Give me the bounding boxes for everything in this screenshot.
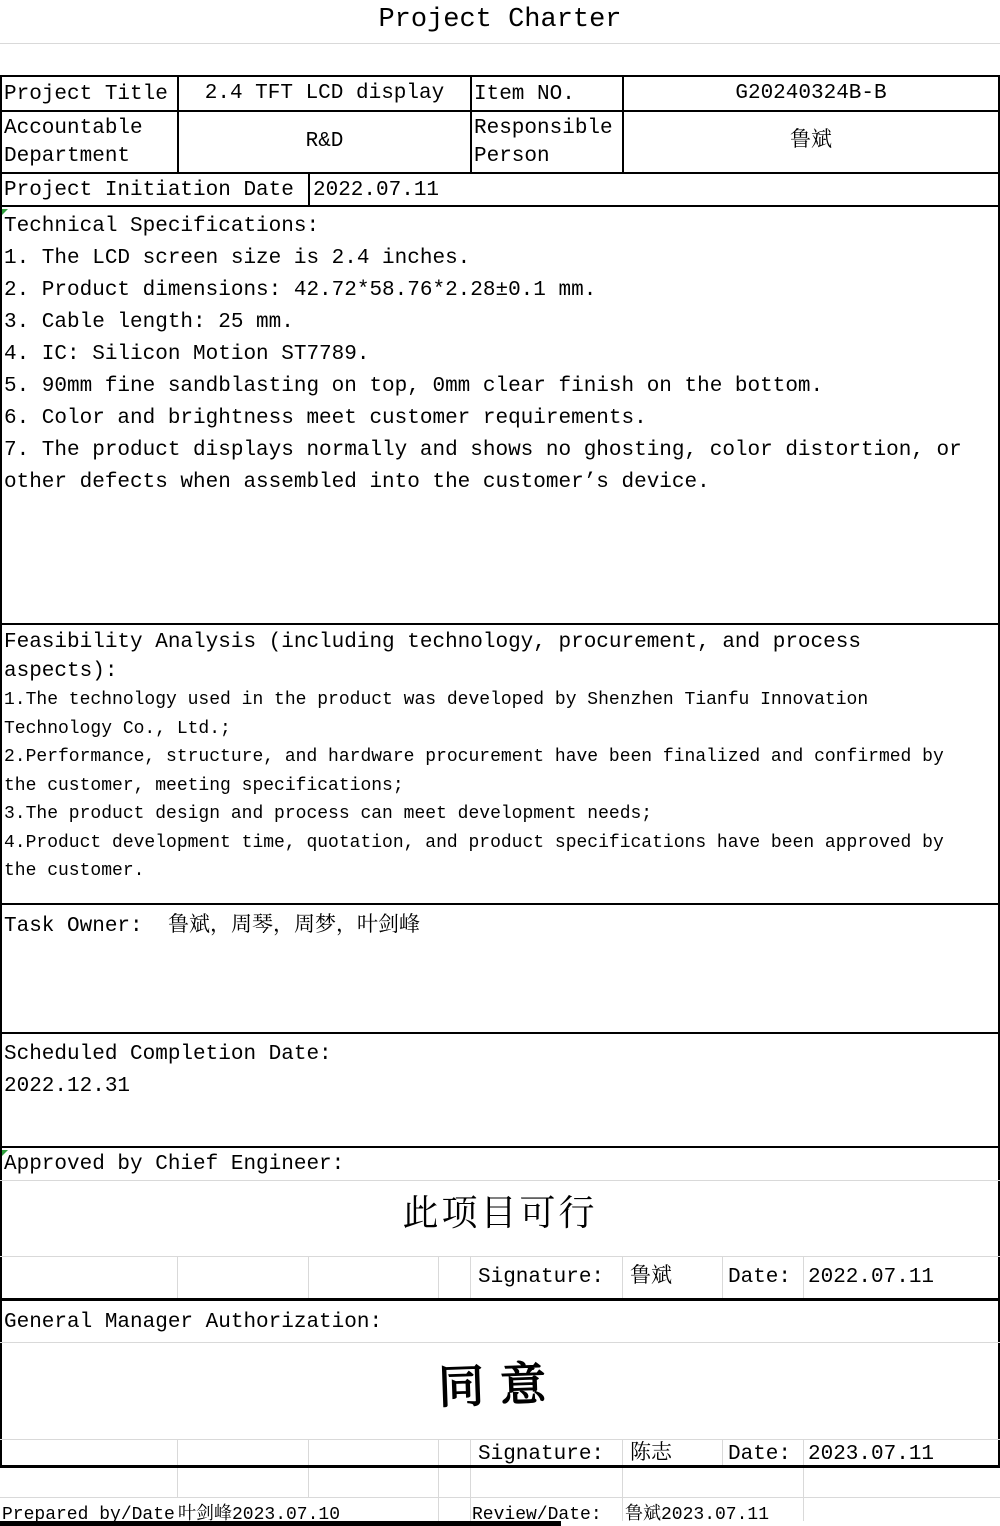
text-line: 7. The product displays normally and shows no ghosting, color distortion, or (4, 439, 962, 462)
accountable-department-label: Accountable Department (4, 117, 143, 168)
text-line: 3.The product design and process can meet development needs; (4, 804, 653, 824)
grid-line (722, 1439, 723, 1465)
task-owner-value: 鲁斌，周琴，周梦，叶剑峰 (168, 915, 420, 938)
project-title-label: Project Title (4, 83, 168, 106)
signature-label: Signature: (478, 1443, 605, 1466)
text-line: other defects when assembled into the customer’s device. (4, 471, 710, 494)
section-border (0, 1032, 1000, 1034)
grid-line (438, 1497, 439, 1521)
grid-line (0, 43, 1000, 44)
grid-line (308, 1256, 309, 1298)
grid-line (470, 1468, 471, 1497)
prepared-by-label: Prepared by/Date (2, 1505, 175, 1525)
initiation-date-label: Project Initiation Date (4, 179, 294, 202)
text-line: 2. Product dimensions: 42.72*58.76*2.28±0.1 mm. (4, 279, 597, 302)
section-border (0, 205, 1000, 207)
section-border (0, 623, 1000, 625)
text-line: 1. The LCD screen size is 2.4 inches. (4, 247, 471, 270)
chief-engineer-label: Approved by Chief Engineer: (4, 1153, 345, 1176)
date-value: 2022.07.11 (808, 1266, 935, 1289)
grid-line (438, 1439, 439, 1465)
cell-border (308, 172, 310, 207)
grid-line (622, 1439, 623, 1465)
grid-line (470, 1256, 471, 1298)
section-border (0, 903, 1000, 905)
review-date-value: 鲁斌2023.07.11 (625, 1505, 770, 1525)
grid-line (470, 1497, 471, 1521)
text-line: Technology Co., Ltd.; (4, 718, 231, 739)
general-manager-comment: 同意 (437, 1360, 564, 1418)
grid-line (803, 1497, 804, 1521)
general-manager-label: General Manager Authorization: (4, 1311, 383, 1334)
grid-line (622, 1497, 623, 1521)
text-line: aspects): (4, 659, 118, 683)
scheduled-completion-label: Scheduled Completion Date: (4, 1043, 332, 1066)
signature-label: Signature: (478, 1266, 605, 1289)
text-line: 4.Product development time, quotation, and product specifications have been approved by (4, 832, 944, 853)
text-line: 2.Performance, structure, and hardware procurement have been finalized and confirmed by (4, 747, 944, 767)
task-owner-label: Task Owner: (4, 915, 143, 938)
review-date-label: Review/Date: (472, 1505, 602, 1525)
text-line: Technical Specifications: (4, 215, 320, 238)
responsible-person-value: 鲁斌 (790, 130, 832, 153)
signature-name: 鲁斌 (630, 1266, 672, 1289)
item-no-value: G20240324B-B (735, 81, 887, 105)
grid-line (622, 1256, 623, 1298)
feasibility-heading (4, 629, 996, 686)
grid-line (438, 1468, 439, 1497)
text-line: 4. IC: Silicon Motion ST7789. (4, 343, 370, 366)
grid-line (622, 1468, 623, 1497)
grid-line (0, 1256, 1000, 1257)
signature-name: 陈志 (630, 1443, 672, 1466)
date-label: Date: (728, 1443, 792, 1466)
grid-line (470, 1439, 471, 1465)
section-border (0, 1298, 1000, 1301)
grid-line (722, 1256, 723, 1298)
date-value: 2023.07.11 (808, 1443, 935, 1466)
chief-engineer-comment: 此项目可行 (402, 1195, 598, 1236)
grid-line (308, 1468, 309, 1497)
date-label: Date: (728, 1266, 792, 1289)
grid-line (803, 1468, 804, 1497)
grid-line (177, 1468, 178, 1497)
scheduled-completion-value: 2022.12.31 (4, 1075, 131, 1098)
technical-specifications (4, 211, 996, 499)
grid-line (0, 1497, 1000, 1498)
text-line: 5. 90mm fine sandblasting on top, 0mm clear finish on the bottom. (4, 375, 824, 398)
grid-line (803, 1256, 804, 1298)
project-title-value: 2.4 TFT LCD display (204, 81, 445, 105)
cell-border (470, 75, 472, 174)
grid-line (308, 1439, 309, 1465)
table-left-border (0, 75, 2, 1468)
prepared-by-value: 叶剑峰2023.07.10 (178, 1505, 341, 1525)
grid-line (0, 1439, 1000, 1440)
grid-line (0, 1180, 1000, 1181)
section-border (0, 172, 1000, 174)
text-line: 3. Cable length: 25 mm. (4, 311, 294, 334)
page-title: Project Charter (378, 5, 622, 35)
text-line: Feasibility Analysis (including technology, procurement, and process (4, 631, 861, 654)
grid-line (177, 1256, 178, 1298)
responsible-person-label: Responsible Person (474, 117, 613, 168)
grid-line (177, 1439, 178, 1465)
accountable-department-value: R&D (305, 130, 344, 153)
text-line: the customer. (4, 861, 145, 881)
grid-line (438, 1256, 439, 1298)
item-no-label: Item NO. (474, 83, 575, 106)
text-line: 1.The technology used in the product was developed by Shenzhen Tianfu Innovation (4, 690, 869, 710)
section-border (0, 1146, 1000, 1148)
grid-line (803, 1439, 804, 1465)
feasibility-items (4, 686, 996, 886)
text-line: 6. Color and brightness meet customer requirements. (4, 407, 647, 430)
initiation-date-value: 2022.07.11 (313, 179, 440, 202)
text-line: the customer, meeting specifications; (4, 775, 404, 796)
